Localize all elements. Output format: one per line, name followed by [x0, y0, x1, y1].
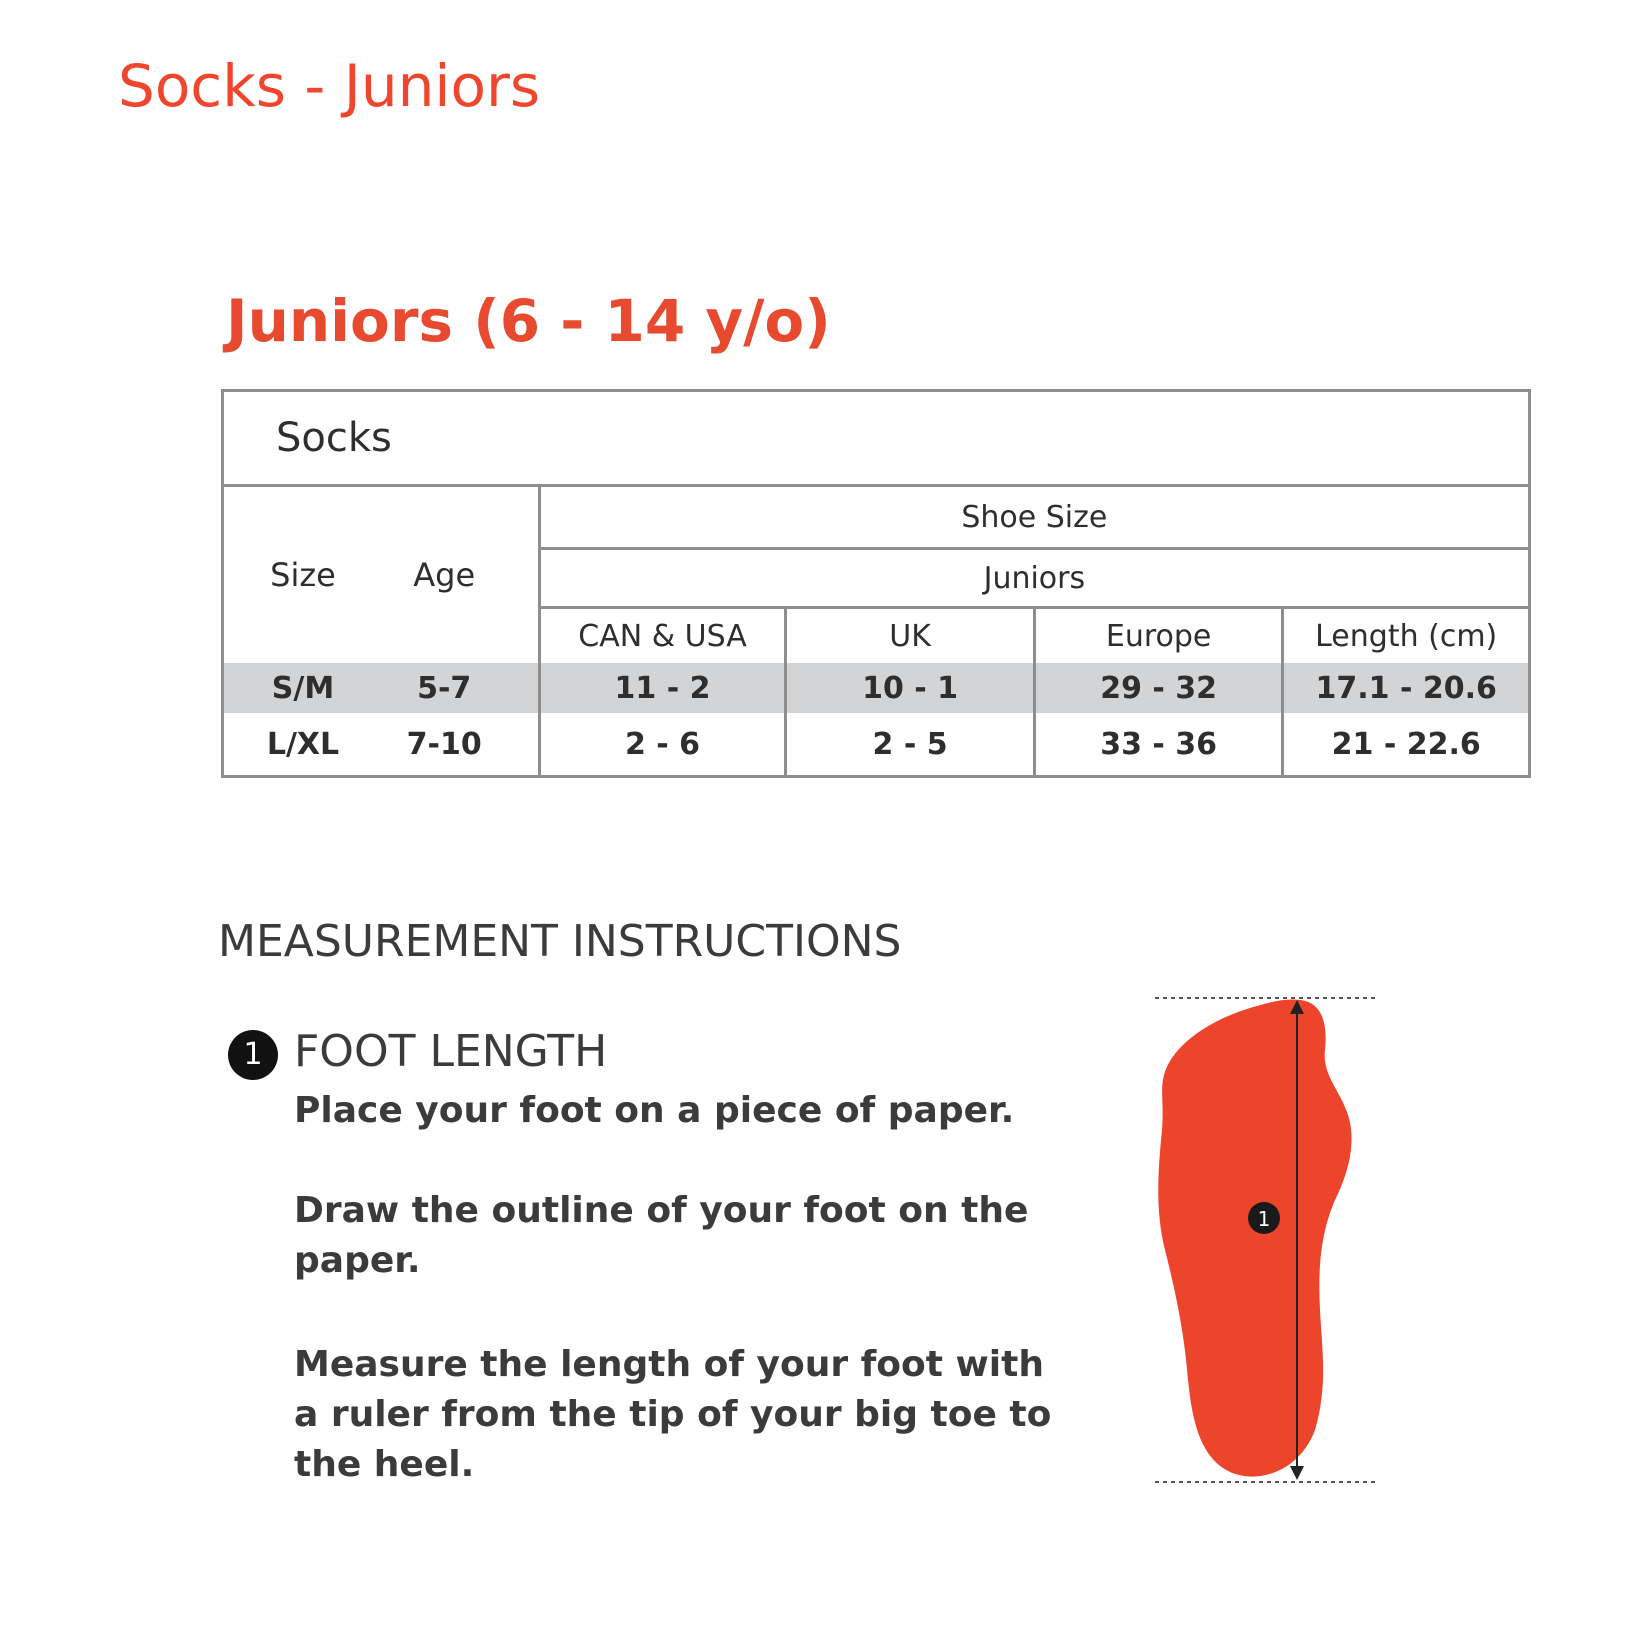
column-header-can-usa: CAN & USA	[539, 608, 786, 664]
age-cell: 5-7	[417, 670, 472, 706]
age-cell: 7-10	[406, 726, 482, 762]
page-title: Socks - Juniors	[118, 52, 541, 120]
instruction-paragraph: Measure the length of your foot with a ruler from the tip of your big toe to the heel.	[294, 1344, 1052, 1485]
instruction-paragraph: Place your foot on a piece of paper.	[294, 1090, 1015, 1131]
foot-shape	[1158, 999, 1351, 1476]
table-caption-row	[223, 391, 1530, 486]
figure-marker-label: 1	[1257, 1207, 1271, 1231]
instruction-paragraph: Draw the outline of your foot on the paper.	[294, 1190, 1029, 1281]
measurement-instructions-title: MEASUREMENT INSTRUCTIONS	[218, 916, 902, 967]
size-chart-table	[221, 389, 1531, 778]
column-header-length: Length (cm)	[1283, 608, 1530, 664]
age-header: Age	[413, 556, 476, 594]
length-cell: 17.1 - 20.6	[1283, 663, 1530, 713]
column-header-uk: UK	[786, 608, 1035, 664]
foot-outline-figure	[1150, 990, 1380, 1490]
can-usa-cell: 11 - 2	[539, 663, 786, 713]
step-title: FOOT LENGTH	[294, 1026, 608, 1077]
uk-cell: 10 - 1	[786, 663, 1035, 713]
arrow-down-icon	[1290, 1466, 1304, 1480]
step-number-badge: 1	[228, 1030, 278, 1080]
size-age-header	[223, 486, 540, 664]
size-header: Size	[270, 556, 336, 594]
size-cell: S/M	[271, 670, 335, 706]
table-row	[223, 713, 1530, 777]
europe-cell: 29 - 32	[1034, 663, 1283, 713]
europe-cell: 33 - 36	[1034, 713, 1283, 777]
juniors-header: Juniors	[539, 549, 1529, 608]
table-row	[223, 663, 1530, 713]
shoe-size-header: Shoe Size	[539, 486, 1529, 549]
table-caption: Socks	[223, 391, 1530, 486]
size-cell: L/XL	[266, 726, 340, 762]
column-header-europe: Europe	[1034, 608, 1283, 664]
size-age-cell	[223, 713, 540, 777]
header-row-shoe-size	[223, 486, 1530, 549]
length-cell: 21 - 22.6	[1283, 713, 1530, 777]
uk-cell: 2 - 5	[786, 713, 1035, 777]
size-age-cell	[223, 663, 540, 713]
section-title: Juniors (6 - 14 y/o)	[226, 287, 831, 355]
can-usa-cell: 2 - 6	[539, 713, 786, 777]
